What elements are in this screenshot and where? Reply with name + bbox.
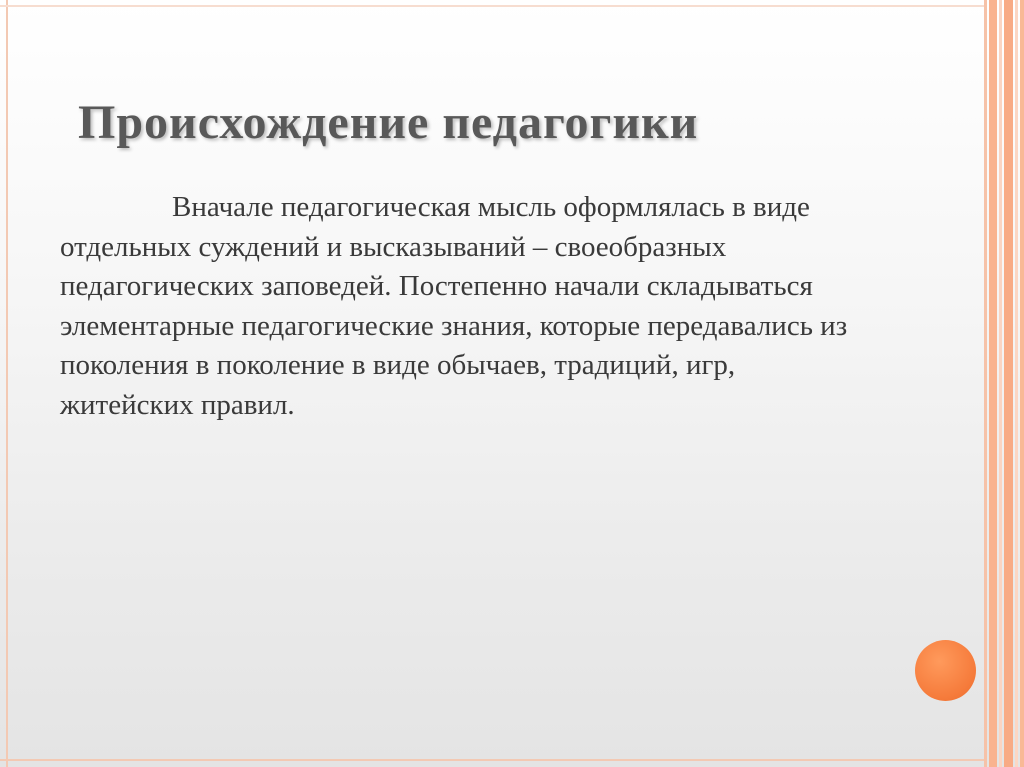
stripe [984, 0, 987, 767]
frame-bottom-line [0, 759, 984, 761]
stripe [1020, 0, 1024, 767]
slide-title: Происхождение педагогики [78, 96, 699, 149]
stripe [1015, 0, 1018, 767]
decorative-stripes [984, 0, 1024, 767]
frame-left-line [6, 0, 8, 767]
stripe [1004, 0, 1013, 767]
slide-body-text: Вначале педагогическая мысль оформлялась в виде отдельных суждений и высказываний – своеобразных педагогических заповедей. Постепенно начали складываться элементарные педагогические знания, которые передавались из поколения в поколение в виде обычаев, традиций, игр, житейских правил. [60, 191, 848, 421]
stripe [989, 0, 997, 767]
stripe [999, 0, 1002, 767]
orange-circle-decoration [915, 640, 976, 701]
frame-top-line [0, 5, 984, 7]
